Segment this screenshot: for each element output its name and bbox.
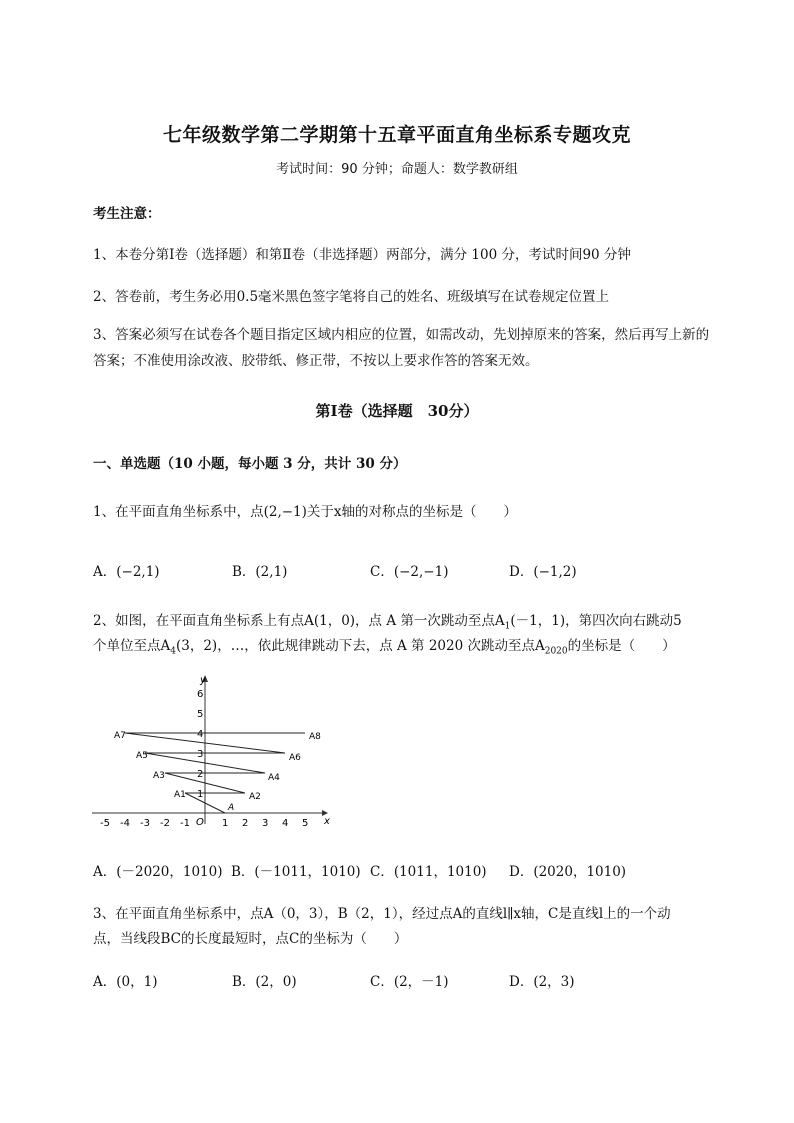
x-tick-label: -4 xyxy=(120,818,130,829)
x-tick-label: -3 xyxy=(140,818,150,829)
point-label-a7: A7 xyxy=(114,731,126,741)
y-tick-label: 5 xyxy=(197,709,204,720)
section-title: 第Ⅰ卷（选择题 30分） xyxy=(315,402,479,420)
question-3-option-d[interactable]: D．(2，3) xyxy=(509,974,575,990)
question-1-option-c[interactable]: C．(−2,−1) xyxy=(370,564,449,580)
point-label-a: A xyxy=(228,803,235,813)
origin-label: O xyxy=(196,817,204,828)
point-label-a2: A2 xyxy=(249,792,261,802)
question-3-option-c[interactable]: C．(2，－1) xyxy=(370,974,449,990)
point-label-a3: A3 xyxy=(153,771,165,781)
y-tick-label: 4 xyxy=(197,729,204,740)
question-3-stem-line-1: 3、在平面直角坐标系中，点A（0，3），B（2，1），经过点A的直线l∥x轴，C是直线l上的一个动 xyxy=(93,906,671,922)
point-label-a8: A8 xyxy=(309,732,321,742)
part-heading: 一、单选题（10 小题，每小题 3 分，共计 30 分） xyxy=(93,456,407,472)
question-3-option-a[interactable]: A．(0，1) xyxy=(93,974,158,990)
question-2-stem-line-1: 2、如图，在平面直角坐标系上有点A(1，0)，点 A 第一次跳动至点$A_1(-1$，1)，第四次向右跳动5 xyxy=(93,613,682,632)
y-tick-label: 3 xyxy=(197,749,204,760)
question-2-stem-line-2: 个单位至点$A_4(3$，2)，…，依此规律跳动下去，点 A 第 2020 次跳动至点$A_{2020}$的坐标是（ ） xyxy=(93,638,676,657)
point-label-a6: A6 xyxy=(289,753,301,763)
question-1-option-d[interactable]: D．(−1,2) xyxy=(509,564,577,580)
x-tick-label: 5 xyxy=(302,818,309,829)
x-tick-label: -5 xyxy=(100,818,110,829)
question-3-stem-line-2: 点，当线段BC的长度最短时，点C的坐标为（ ） xyxy=(93,931,408,947)
question-2-option-a[interactable]: A．(－2020，1010) xyxy=(93,864,223,880)
question-2-option-d[interactable]: D．(2020，1010) xyxy=(509,864,627,880)
y-tick-label: 6 xyxy=(197,689,204,700)
page-title: 七年级数学第二学期第十五章平面直角坐标系专题攻克 xyxy=(162,124,631,146)
question-2-option-c[interactable]: C．(1011，1010) xyxy=(370,864,487,880)
y-tick-label: 1 xyxy=(197,789,204,800)
question-1-option-a[interactable]: A．(−2,1) xyxy=(93,564,160,580)
question-3-option-b[interactable]: B．(2，0) xyxy=(232,974,297,990)
x-axis-label: x xyxy=(324,816,330,827)
x-tick-label: 1 xyxy=(222,818,229,829)
x-tick-label: 2 xyxy=(242,818,249,829)
point-label-a5: A5 xyxy=(136,751,148,761)
notice-item-3: 3、答案必须写在试卷各个题目指定区域内相应的位置，如需改动，先划掉原来的答案，然后再写上新的答案；不准使用涂改液、胶带纸、修正带，不按以上要求作答的答案无效。 xyxy=(93,327,710,369)
notice-heading: 考生注意： xyxy=(93,206,161,222)
notice-item-1: 1、本卷分第Ⅰ卷（选择题）和第Ⅱ卷（非选择题）两部分，满分 100 分，考试时间90 分钟 xyxy=(93,247,631,263)
point-label-a1: A1 xyxy=(174,790,186,800)
x-tick-label: -1 xyxy=(180,818,190,829)
y-axis-label: y xyxy=(200,675,206,686)
x-tick-label: -2 xyxy=(160,818,170,829)
coordinate-figure xyxy=(88,672,338,832)
x-tick-label: 3 xyxy=(262,818,269,829)
question-1-option-b[interactable]: B．(2,1) xyxy=(232,564,288,580)
question-1-stem: 1、在平面直角坐标系中，点(2,−1)关于x轴的对称点的坐标是（ ） xyxy=(93,504,518,520)
notice-item-2: 2、答卷前，考生务必用0.5毫米黑色签字笔将自己的姓名、班级填写在试卷规定位置上 xyxy=(93,289,610,305)
y-tick-label: 2 xyxy=(197,769,204,780)
x-tick-label: 4 xyxy=(282,818,289,829)
point-label-a4: A4 xyxy=(268,773,280,783)
exam-info: 考试时间：90 分钟；命题人：数学教研组 xyxy=(276,162,518,177)
question-2-option-b[interactable]: B．(－1011，1010) xyxy=(231,864,361,880)
